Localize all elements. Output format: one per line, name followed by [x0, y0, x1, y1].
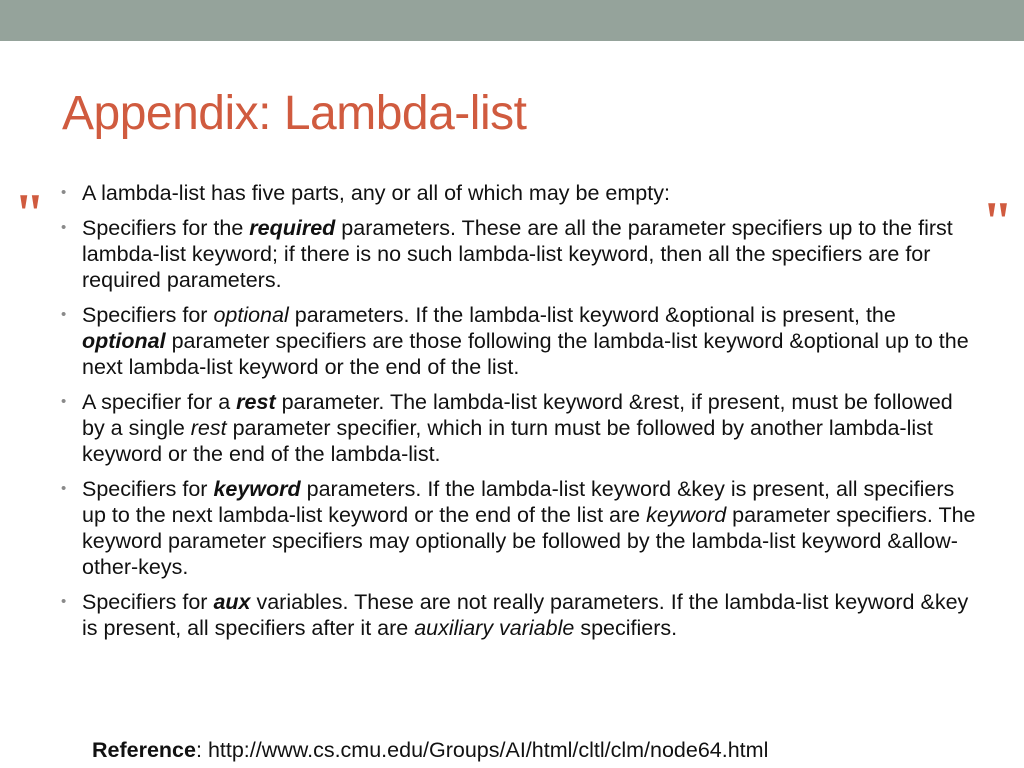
reference-url: http://www.cs.cmu.edu/Groups/AI/html/cltl/clm/node64.html [207, 738, 769, 762]
bullet-item-1 [58, 180, 978, 206]
bullet-text: parameter. The lambda-list keyword &rest, if present, must be followed by a single [82, 390, 953, 440]
reference-separator: : [195, 738, 208, 762]
top-bar [0, 0, 1024, 41]
bullet-item-3 [58, 302, 978, 380]
bullet-text: parameters. If the lambda-list keyword &optional is present, the [288, 303, 896, 327]
bullet-text: parameter specifiers. The keyword parameter specifiers may optionally be followed by the lambda-list keyword &allow-other-keys. [82, 503, 976, 579]
bullet-text: Specifiers for [82, 477, 214, 501]
emphasis-keyword: keyword [646, 503, 727, 527]
emphasis-optional: optional [213, 303, 289, 327]
emphasis-rest: rest [190, 416, 227, 440]
right-quote-icon: " [982, 191, 1014, 253]
bullet-text: A specifier for a [82, 390, 237, 414]
reference-line [92, 737, 768, 763]
bullet-text: specifiers. [574, 616, 678, 640]
emphasis-optional-bold: optional [82, 329, 166, 353]
bullet-text: A lambda-list has five parts, any or all of which may be empty: [82, 181, 670, 205]
bullet-text: parameter specifiers are those following the lambda-list keyword &optional up to the next lambda-list keyword or the end of the list. [82, 329, 969, 379]
bullet-text: variables. These are not really parameters. If the lambda-list keyword &key is present, all specifiers after it are [82, 590, 969, 640]
bullet-text: Specifiers for [82, 303, 214, 327]
bullet-item-5 [58, 476, 978, 580]
bullet-item-2 [58, 215, 978, 293]
bullet-text: Specifiers for [82, 590, 214, 614]
slide-title: Appendix: Lambda-list [62, 87, 527, 140]
bullet-text: Specifiers for the [82, 216, 250, 240]
bullet-text: parameters. If the lambda-list keyword &key is present, all specifiers up to the next lambda-list keyword or the end of the list are [82, 477, 955, 527]
emphasis-auxiliary-variable: auxiliary variable [414, 616, 575, 640]
bullet-list [58, 180, 978, 650]
bullet-text: parameter specifier, which in turn must be followed by another lambda-list keyword or the end of the lambda-list. [82, 416, 933, 466]
left-quote-icon: " [14, 183, 46, 245]
bullet-item-6 [58, 589, 978, 641]
emphasis-rest-bold: rest [236, 390, 276, 414]
bullet-item-4 [58, 389, 978, 467]
emphasis-required: required [249, 216, 336, 240]
emphasis-aux-bold: aux [213, 590, 251, 614]
bullet-text: parameters. These are all the parameter specifiers up to the first lambda-list keyword; if there is no such lambda-list keyword, then all the specifiers are for required parameters. [82, 216, 953, 292]
emphasis-keyword-bold: keyword [213, 477, 301, 501]
reference-label: Reference [92, 738, 196, 762]
